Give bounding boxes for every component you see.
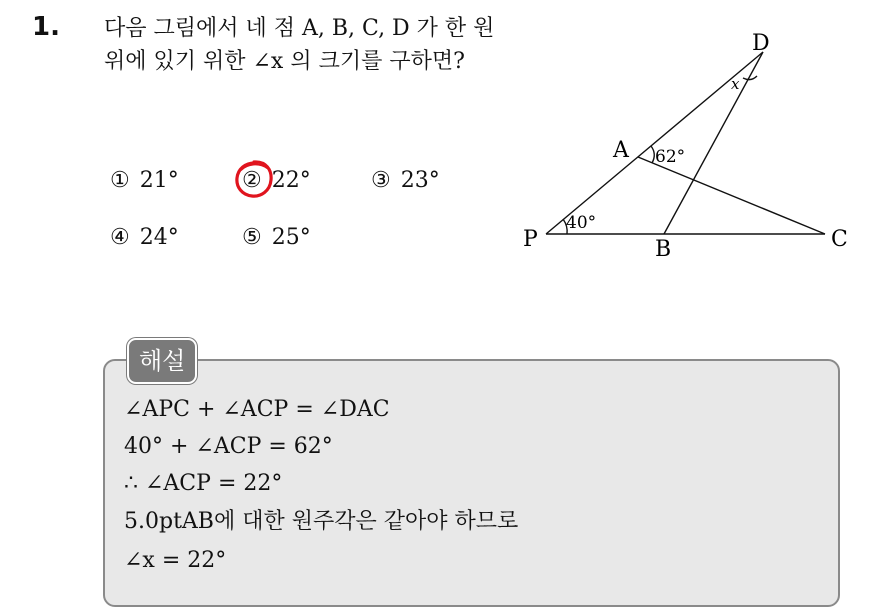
line-AC	[638, 157, 825, 234]
choice-1-number: ①	[110, 168, 130, 193]
solution-line-2: 40° + ∠ACP = 62°	[124, 434, 333, 459]
solution-line-4: 5.0ptAB에 대한 원주각은 같아야 하므로	[124, 509, 519, 534]
angle-P-label: 40°	[566, 213, 597, 233]
choice-4-label: 24°	[139, 225, 179, 250]
choice-1[interactable]	[110, 166, 179, 196]
point-C-label: C	[831, 227, 848, 252]
point-B-label: B	[655, 237, 672, 262]
choice-3-number: ③	[371, 168, 391, 193]
question-text: 다음 그림에서 네 점 A, B, C, D 가 한 원 위에 있기 위한 ∠x 의 크기를 구하면?	[104, 16, 495, 74]
geometry-figure	[515, 20, 875, 265]
solution-line-5: ∠x = 22°	[124, 548, 227, 573]
solution-line-1: ∠APC + ∠ACP = ∠DAC	[124, 397, 390, 422]
choice-5[interactable]	[242, 223, 311, 253]
choice-3[interactable]	[371, 166, 440, 196]
angle-A-label: 62°	[655, 147, 686, 167]
choice-2-number	[242, 166, 262, 196]
choice-2-number-text: ②	[242, 168, 262, 193]
question-number: 1.	[32, 12, 60, 42]
choice-2-label: 22°	[271, 168, 311, 193]
point-P-label: P	[523, 227, 538, 252]
solution-tag: 해설	[127, 338, 197, 384]
point-D-label: D	[752, 31, 770, 56]
choice-5-label: 25°	[271, 225, 311, 250]
choice-4[interactable]	[110, 223, 179, 253]
choice-2[interactable]	[242, 166, 311, 196]
solution-line-3: ∴ ∠ACP = 22°	[124, 471, 283, 496]
angle-x-label: x	[731, 75, 740, 93]
angle-A-arc	[651, 146, 654, 163]
choice-3-label: 23°	[400, 168, 440, 193]
choice-1-label: 21°	[139, 168, 179, 193]
point-A-label: A	[613, 138, 629, 163]
choice-5-number: ⑤	[242, 225, 262, 250]
choice-4-number: ④	[110, 225, 130, 250]
